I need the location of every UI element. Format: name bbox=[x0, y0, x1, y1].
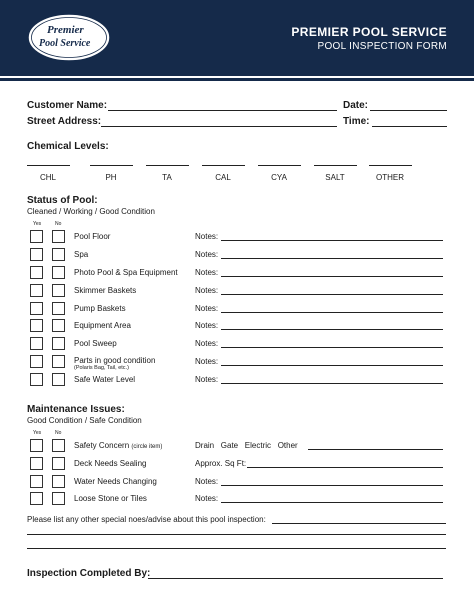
parts-condition-yes-checkbox[interactable] bbox=[30, 355, 43, 368]
equipment-area-notes-field[interactable] bbox=[221, 329, 443, 330]
notes-label: Notes: bbox=[195, 339, 219, 348]
notes-label: Notes: bbox=[195, 250, 219, 259]
loose-stone-no-checkbox[interactable] bbox=[52, 492, 65, 505]
maintenance-heading: Maintenance Issues: bbox=[27, 404, 125, 415]
cya-label: CYA bbox=[271, 173, 287, 182]
deck-sealing-label: Deck Needs Sealing bbox=[74, 459, 147, 468]
notes-label: Notes: bbox=[195, 286, 219, 295]
other-notes-prompt: Please list any other special noes/advise about this pool inspection: bbox=[27, 515, 266, 524]
safety-other-field[interactable] bbox=[308, 449, 443, 450]
safe-water-no-checkbox[interactable] bbox=[52, 373, 65, 386]
cal-field[interactable] bbox=[202, 165, 245, 166]
other-notes-line-1[interactable] bbox=[272, 523, 446, 524]
pump-baskets-no-checkbox[interactable] bbox=[52, 302, 65, 315]
parts-condition-sublabel: (Polaris Bag, Tail, etc.) bbox=[74, 365, 129, 371]
spa-no-checkbox[interactable] bbox=[52, 248, 65, 261]
ph-label: PH bbox=[105, 173, 117, 182]
safe-water-yes-checkbox[interactable] bbox=[30, 373, 43, 386]
parts-condition-notes-field[interactable] bbox=[221, 365, 443, 366]
salt-field[interactable] bbox=[314, 165, 357, 166]
safety-concern-sublabel: (circle item) bbox=[131, 444, 163, 450]
photo-equipment-no-checkbox[interactable] bbox=[52, 266, 65, 279]
time-label: Time: bbox=[343, 116, 370, 127]
svg-text:Premier: Premier bbox=[47, 24, 84, 36]
pool-floor-notes-field[interactable] bbox=[221, 240, 443, 241]
notes-label: Notes: bbox=[195, 357, 219, 366]
loose-stone-yes-checkbox[interactable] bbox=[30, 492, 43, 505]
spa-label: Spa bbox=[74, 250, 89, 259]
equipment-area-label: Equipment Area bbox=[74, 321, 131, 330]
parts-condition-label: Parts in good condition bbox=[74, 356, 156, 365]
notes-label: Notes: bbox=[195, 321, 219, 330]
pool-floor-label: Pool Floor bbox=[74, 232, 111, 241]
pump-baskets-notes-field[interactable] bbox=[221, 312, 443, 313]
ta-label: TA bbox=[162, 173, 172, 182]
form-title: POOL INSPECTION FORM bbox=[317, 41, 447, 52]
photo-equipment-yes-checkbox[interactable] bbox=[30, 266, 43, 279]
completed-by-label: Inspection Completed By: bbox=[27, 568, 151, 579]
other-field[interactable] bbox=[369, 165, 412, 166]
notes-label: Notes: bbox=[195, 494, 219, 503]
safety-options[interactable]: Drain Gate Electric Other bbox=[195, 441, 298, 450]
pool-floor-no-checkbox[interactable] bbox=[52, 230, 65, 243]
street-address-label: Street Address: bbox=[27, 116, 102, 127]
skimmer-baskets-label: Skimmer Baskets bbox=[74, 286, 137, 295]
status-subheading: Cleaned / Working / Good Condition bbox=[27, 207, 155, 216]
company-title: PREMIER POOL SERVICE bbox=[291, 25, 447, 39]
chl-label: CHL bbox=[39, 173, 56, 182]
equipment-area-no-checkbox[interactable] bbox=[52, 319, 65, 332]
safety-concern-no-checkbox[interactable] bbox=[52, 439, 65, 452]
status-yes-label: Yes bbox=[33, 221, 42, 227]
cal-label: CAL bbox=[215, 173, 231, 182]
notes-label: Notes: bbox=[195, 268, 219, 277]
time-field[interactable] bbox=[372, 126, 447, 127]
safety-concern-yes-checkbox[interactable] bbox=[30, 439, 43, 452]
notes-label: Notes: bbox=[195, 375, 219, 384]
deck-sealing-yes-checkbox[interactable] bbox=[30, 457, 43, 470]
photo-equipment-label: Photo Pool & Spa Equipment bbox=[74, 268, 178, 277]
completed-by-field[interactable] bbox=[148, 578, 443, 579]
water-changing-label: Water Needs Changing bbox=[74, 477, 157, 486]
notes-label: Notes: bbox=[195, 477, 219, 486]
spa-yes-checkbox[interactable] bbox=[30, 248, 43, 261]
notes-label: Notes: bbox=[195, 304, 219, 313]
street-address-field[interactable] bbox=[101, 126, 337, 127]
status-no-label: No bbox=[55, 221, 62, 227]
chl-field[interactable] bbox=[27, 165, 70, 166]
notes-label: Notes: bbox=[195, 232, 219, 241]
skimmer-baskets-yes-checkbox[interactable] bbox=[30, 284, 43, 297]
water-changing-no-checkbox[interactable] bbox=[52, 475, 65, 488]
pool-sweep-no-checkbox[interactable] bbox=[52, 337, 65, 350]
pool-sweep-label: Pool Sweep bbox=[74, 339, 117, 348]
water-changing-yes-checkbox[interactable] bbox=[30, 475, 43, 488]
loose-stone-notes-field[interactable] bbox=[221, 502, 443, 503]
svg-text:Pool Service: Pool Service bbox=[39, 38, 91, 49]
premier-pool-logo bbox=[27, 13, 111, 62]
chemical-levels-heading: Chemical Levels: bbox=[27, 141, 109, 152]
deck-sealing-no-checkbox[interactable] bbox=[52, 457, 65, 470]
salt-label: SALT bbox=[325, 173, 345, 182]
equipment-area-yes-checkbox[interactable] bbox=[30, 319, 43, 332]
spa-notes-field[interactable] bbox=[221, 258, 443, 259]
approx-sqft-label: Approx. Sq Ft: bbox=[195, 459, 247, 468]
approx-sqft-field[interactable] bbox=[247, 467, 443, 468]
safety-concern-label: Safety Concern (circle item) bbox=[74, 441, 163, 450]
other-notes-line-2[interactable] bbox=[27, 534, 446, 535]
water-changing-notes-field[interactable] bbox=[221, 485, 443, 486]
parts-condition-no-checkbox[interactable] bbox=[52, 355, 65, 368]
customer-name-field[interactable] bbox=[108, 110, 337, 111]
maintenance-no-label: No bbox=[55, 430, 62, 436]
cya-field[interactable] bbox=[258, 165, 301, 166]
pump-baskets-label: Pump Baskets bbox=[74, 304, 126, 313]
header-banner bbox=[0, 0, 474, 76]
safe-water-notes-field[interactable] bbox=[221, 383, 443, 384]
date-field[interactable] bbox=[370, 110, 447, 111]
pump-baskets-yes-checkbox[interactable] bbox=[30, 302, 43, 315]
maintenance-subheading: Good Condition / Safe Condition bbox=[27, 416, 142, 425]
other-label: OTHER bbox=[376, 173, 404, 182]
skimmer-baskets-notes-field[interactable] bbox=[221, 294, 443, 295]
date-label: Date: bbox=[343, 100, 369, 111]
status-heading: Status of Pool: bbox=[27, 195, 98, 206]
loose-stone-label: Loose Stone or Tiles bbox=[74, 494, 147, 503]
header-stripe bbox=[0, 78, 474, 81]
pool-sweep-notes-field[interactable] bbox=[221, 347, 443, 348]
pool-sweep-yes-checkbox[interactable] bbox=[30, 337, 43, 350]
safe-water-label: Safe Water Level bbox=[74, 375, 136, 384]
ph-field[interactable] bbox=[90, 165, 133, 166]
other-notes-line-3[interactable] bbox=[27, 548, 446, 549]
skimmer-baskets-no-checkbox[interactable] bbox=[52, 284, 65, 297]
photo-equipment-notes-field[interactable] bbox=[221, 276, 443, 277]
customer-name-label: Customer Name: bbox=[27, 100, 108, 111]
pool-floor-yes-checkbox[interactable] bbox=[30, 230, 43, 243]
ta-field[interactable] bbox=[146, 165, 189, 166]
maintenance-yes-label: Yes bbox=[33, 430, 42, 436]
